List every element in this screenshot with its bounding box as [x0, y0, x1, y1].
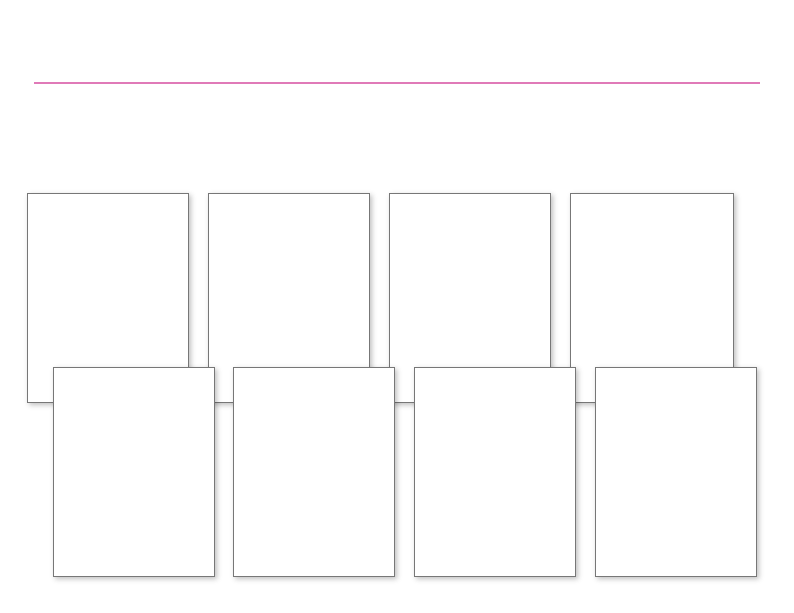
personal-formation-preview	[414, 367, 576, 577]
divider	[34, 82, 760, 84]
calendar-left-preview	[53, 367, 215, 577]
family-formation-preview	[595, 367, 757, 577]
calendar-right-preview	[233, 367, 395, 577]
